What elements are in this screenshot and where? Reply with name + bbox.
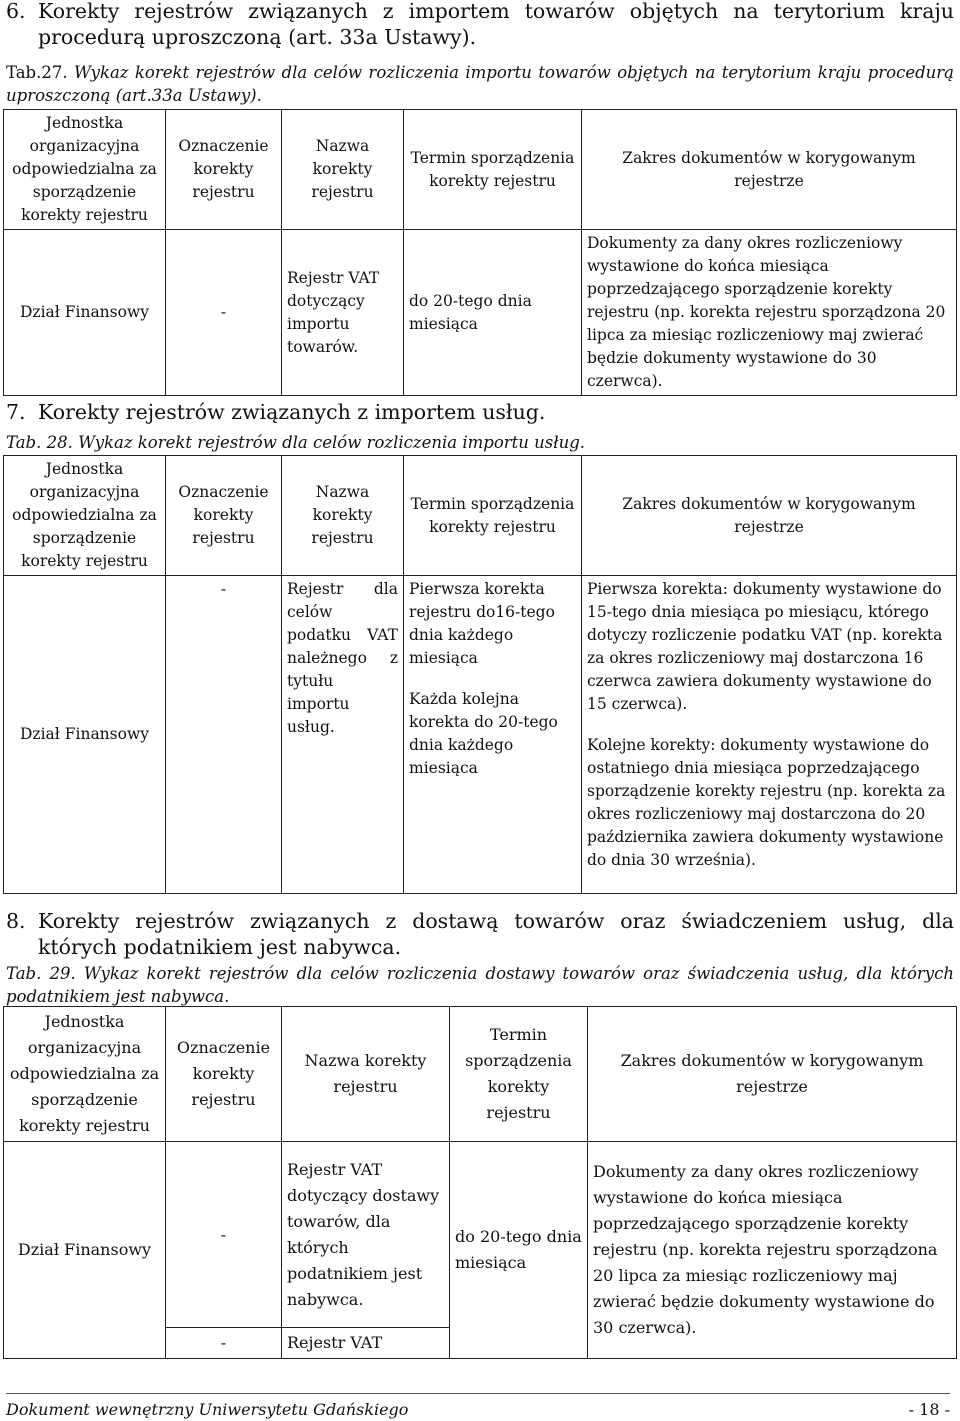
table-28: [3, 455, 957, 894]
table-27: [3, 109, 957, 396]
table-28-caption: Tab. 28. Wykaz korekt rejestrów dla celów rozliczenia importu usług.: [6, 433, 586, 452]
cell-name: Rejestr VAT: [282, 1328, 450, 1359]
header-name: Nazwa korekty rejestru: [282, 456, 404, 576]
footer-rule: [6, 1393, 950, 1394]
cell-unit: Dział Finansowy: [4, 1142, 166, 1359]
header-name: Nazwa korekty rejestru: [282, 1007, 450, 1142]
cell-deadline: do 20-tego dnia miesiąca: [404, 230, 582, 396]
table-header-row: [4, 456, 957, 576]
section-6-heading: [6, 0, 954, 50]
header-code: Oznaczenie korekty rejestru: [166, 110, 282, 230]
header-deadline: Termin sporządzenia korekty rejestru: [404, 110, 582, 230]
cell-name: Rejestr dla celów podatku VAT należnego z tytułu importu usług.: [282, 576, 404, 894]
cell-name: Rejestr VAT dotyczący dostawy towarów, dla których podatnikiem jest nabywca.: [282, 1142, 450, 1328]
section-7-heading: [6, 399, 954, 425]
table-header-row: [4, 110, 957, 230]
header-scope: Zakres dokumentów w korygowanym rejestrze: [582, 456, 957, 576]
footer-text: Dokument wewnętrzny Uniwersytetu Gdańskiego: [6, 1400, 409, 1419]
table-row: [4, 576, 957, 894]
table-header-row: [4, 1007, 957, 1142]
page-footer: [6, 1399, 950, 1421]
header-deadline: Termin sporządzenia korekty rejestru: [450, 1007, 588, 1142]
cell-scope: Dokumenty za dany okres rozliczeniowy wystawione do końca miesiąca poprzedzającego sporządzenie korekty rejestru (np. korekta rejestru sporządzona 20 lipca za miesiąc rozliczeniowy maj zwierać będzie dokumenty wystawione do 30 czerwca).: [588, 1142, 957, 1359]
section-title: Korekty rejestrów związanych z dostawą towarów oraz świadczeniem usług, dla których podatnikiem jest nabywca.: [38, 909, 954, 959]
cell-scope: Dokumenty za dany okres rozliczeniowy wystawione do końca miesiąca poprzedzającego sporządzenie korekty rejestru (np. korekta rejestru sporządzona 20 lipca za miesiąc rozliczeniowy maj zwierać będzie dokumenty wystawione do 30 czerwca).: [582, 230, 957, 396]
section-number: 7.: [6, 400, 26, 424]
table-row: [4, 230, 957, 396]
cell-unit: Dział Finansowy: [4, 576, 166, 894]
deadline-next: Każda kolejna korekta do 20-tego dnia każdego miesiąca: [409, 690, 558, 777]
section-number: 8.: [6, 909, 26, 933]
caption-text: Wykaz korekt rejestrów dla celów rozliczenia importu towarów objętych na terytorium kraju procedurą uproszczoną (art.33a Ustawy).: [6, 63, 954, 105]
cell-deadline: do 20-tego dnia miesiąca: [450, 1142, 588, 1359]
header-scope: Zakres dokumentów w korygowanym rejestrze: [582, 110, 957, 230]
cell-name: Rejestr VAT dotyczący importu towarów.: [282, 230, 404, 396]
table-29: [3, 1006, 957, 1359]
page-number: - 18 -: [908, 1400, 950, 1419]
header-code: Oznaczenie korekty rejestru: [166, 1007, 282, 1142]
section-title: Korekty rejestrów związanych z importem usług.: [38, 400, 546, 424]
cell-scope: [582, 576, 957, 894]
header-unit: Jednostka organizacyjna odpowiedzialna za sporządzenie korekty rejestru: [4, 110, 166, 230]
section-8-heading: [6, 908, 954, 960]
table-row: [4, 1142, 957, 1328]
scope-next: Kolejne korekty: dokumenty wystawione do ostatniego dnia miesiąca poprzedzającego sporządzenie korekty rejestru (np. korekta za okres rozliczeniowy maj dostarczona do 20 października zawiera dokumenty wystawione do dnia 30 września).: [587, 736, 946, 869]
section-title: Korekty rejestrów związanych z importem towarów objętych na terytorium kraju procedurą uproszczoną (art. 33a Ustawy).: [38, 0, 954, 49]
cell-code: -: [166, 1328, 282, 1359]
table-29-caption: Tab. 29. Wykaz korekt rejestrów dla celów rozliczenia dostawy towarów oraz świadczenia usług, dla których podatnikiem jest nabywca.: [6, 964, 954, 1006]
cell-deadline: [404, 576, 582, 894]
cell-code: -: [166, 1142, 282, 1328]
cell-code: -: [166, 230, 282, 396]
cell-code: -: [166, 576, 282, 894]
header-deadline: Termin sporządzenia korekty rejestru: [404, 456, 582, 576]
header-name: Nazwa korekty rejestru: [282, 110, 404, 230]
cell-unit: Dział Finansowy: [4, 230, 166, 396]
section-number: 6.: [6, 0, 26, 23]
caption-prefix: Tab.27.: [6, 63, 68, 82]
header-unit: Jednostka organizacyjna odpowiedzialna za sporządzenie korekty rejestru: [4, 1007, 166, 1142]
header-code: Oznaczenie korekty rejestru: [166, 456, 282, 576]
scope-first: Pierwsza korekta: dokumenty wystawione do 15-tego dnia miesiąca po miesiącu, którego dotyczy rozliczenie podatku VAT (np. korekta za okres rozliczeniowy maj dostarczona 16 czerwca zawiera dokumenty wystawione do 15 czerwca).: [587, 580, 943, 713]
header-unit: Jednostka organizacyjna odpowiedzialna za sporządzenie korekty rejestru: [4, 456, 166, 576]
header-scope: Zakres dokumentów w korygowanym rejestrze: [588, 1007, 957, 1142]
table-27-caption: [6, 61, 954, 107]
deadline-first: Pierwsza korekta rejestru do16-tego dnia każdego miesiąca: [409, 580, 555, 667]
